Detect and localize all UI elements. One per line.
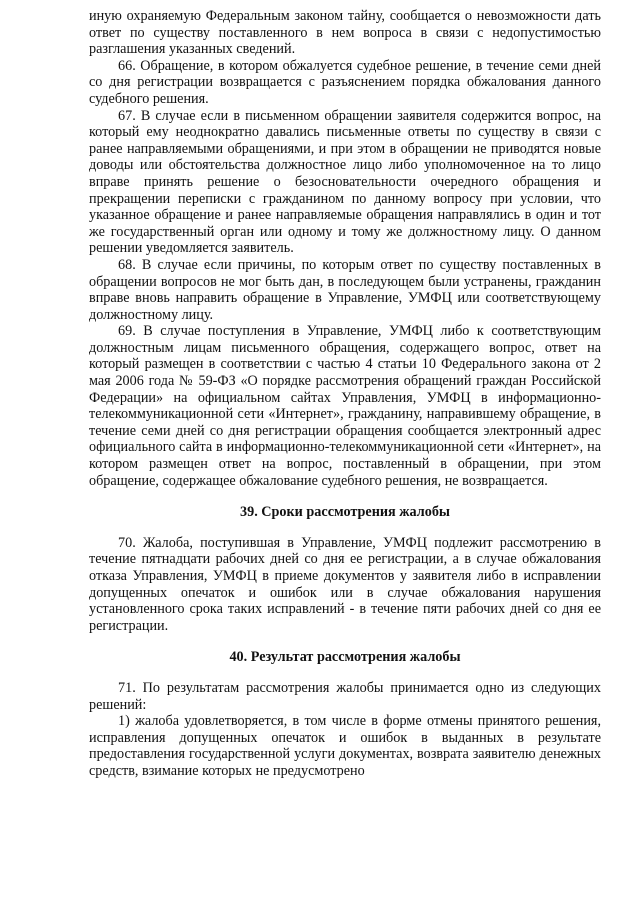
document-page: [89, 8, 601, 780]
spacer: [89, 666, 601, 680]
paragraph-66: 66. Обращение, в котором обжалуется судебное решение, в течение семи дней со дня регистрации возвращается с разъяснением порядка обжалования данного судебного решения.: [89, 57, 601, 107]
spacer: [89, 489, 601, 504]
paragraph-67: 67. В случае если в письменном обращении заявителя содержится вопрос, на который ему неоднократно давались письменные ответы по существу в связи с ранее направляемыми обращениями, и при этом в обращении не приводятся новые доводы или обстоятельства должностное лицо либо уполномоченное на то лицо вправе принять решение о безосновательности очередного обращения и прекращении переписки с гражданином по данному вопросу при условии, что указанное обращение и ранее направляемые обращения направлялись в один и тот же государственный орган или одному и тому же должностному лицу. О данном решении уведомляется заявитель.: [89, 107, 601, 257]
spacer: [89, 521, 601, 535]
paragraph-71-item-1: 1) жалоба удовлетворяется, в том числе в форме отмены принятого решения, исправления допущенных опечаток и ошибок в выданных в результате предоставления государственной услуги документах, возврата заявителю денежных средств, взимание которых не предусмотрено: [89, 713, 601, 779]
section-heading-39: 39. Сроки рассмотрения жалобы: [240, 504, 450, 521]
paragraph-70: 70. Жалоба, поступившая в Управление, УМФЦ подлежит рассмотрению в течение пятнадцати рабочих дней со дня ее регистрации, а в случае обжалования отказа Управления, УМФЦ в приеме документов у заявителя либо в исправлении допущенных опечаток и ошибок или в случае обжалования нарушения установленного срока таких исправлений - в течение пяти рабочих дней со дня ее регистрации.: [89, 534, 601, 634]
spacer: [89, 634, 601, 649]
paragraph-71: 71. По результатам рассмотрения жалобы принимается одно из следующих решений:: [89, 679, 601, 713]
paragraph-69: 69. В случае поступления в Управление, УМФЦ либо к соответствующим должностным лицам письменного обращения, содержащего вопрос, ответ на который размещен в соответствии с частью 4 статьи 10 Федерального закона от 2 мая 2006 года № 59-ФЗ «О порядке рассмотрения обращений граждан Российской Федерации» на официальном сайтах Управления, УМФЦ в информационно-телекоммуникационной сети «Интернет», гражданину, направившему обращение, в течение семи дней со дня регистрации обращения сообщается электронный адрес официального сайта в информационно-телекоммуникационной сети «Интернет», на котором размещен ответ на вопрос, поставленный в обращении, при этом обращение, содержащее обжалование судебного решения, не возвращается.: [89, 323, 601, 489]
paragraph-65-continuation: иную охраняемую Федеральным законом тайну, сообщается о невозможности дать ответ по существу поставленного в нем вопроса в связи с недопустимостью разглашения указанных сведений.: [89, 8, 601, 58]
paragraph-68: 68. В случае если причины, по которым ответ по существу поставленных в обращении вопросов не мог быть дан, в последующем были устранены, гражданин вправе вновь направить обращение в Управление, УМФЦ или соответствующему должностному лицу.: [89, 256, 601, 323]
section-heading-40: 40. Результат рассмотрения жалобы: [229, 649, 461, 666]
